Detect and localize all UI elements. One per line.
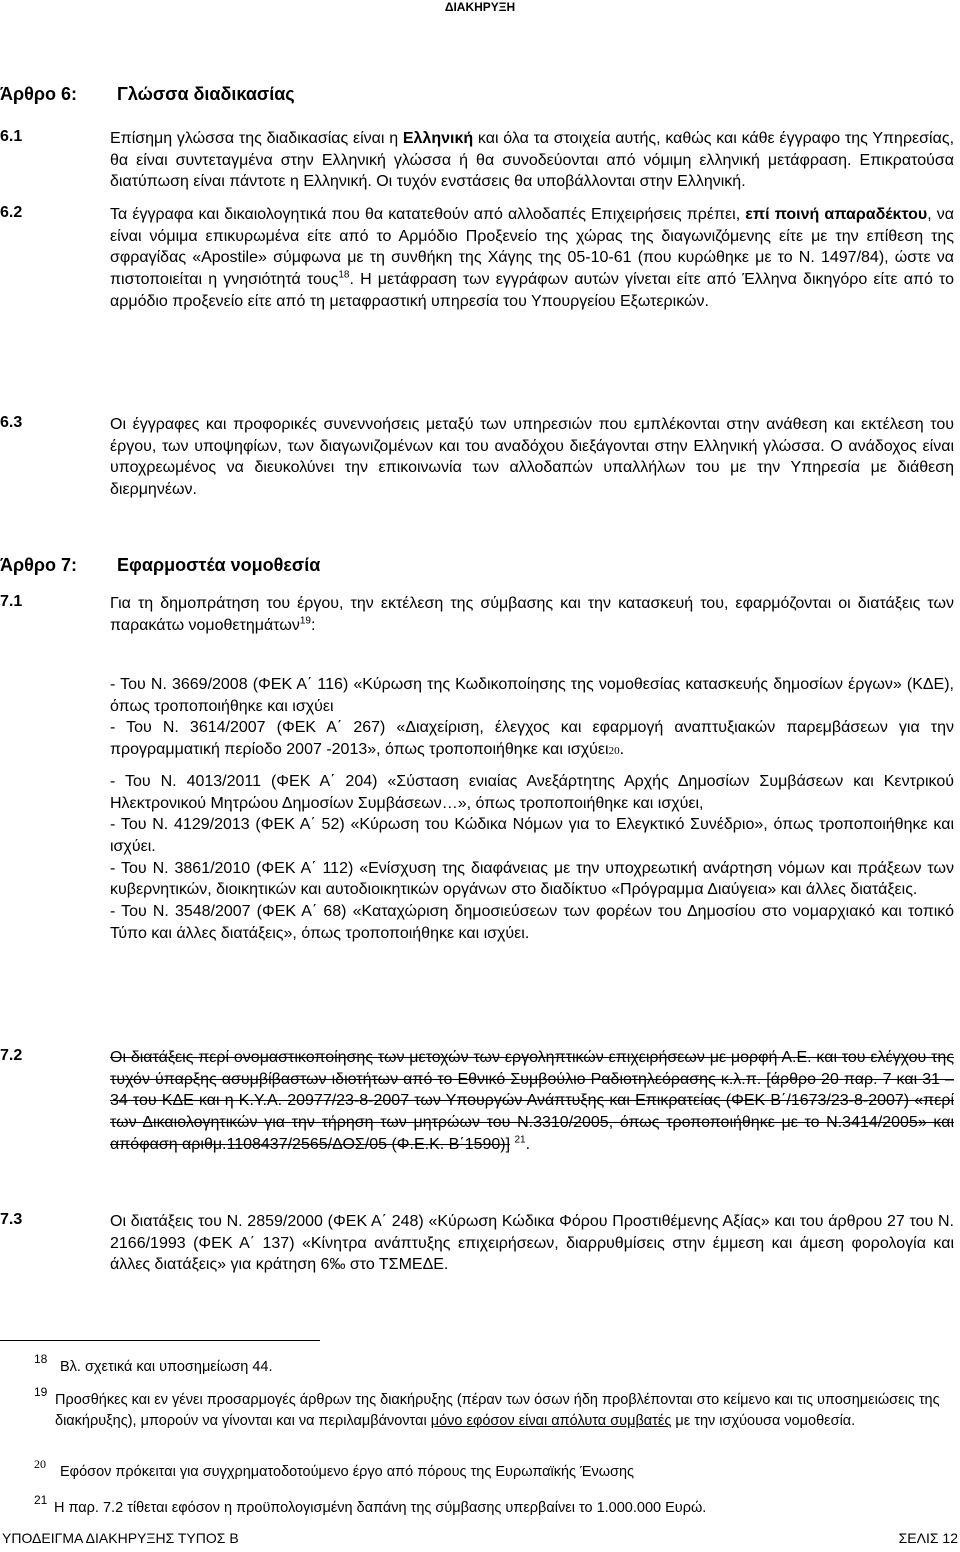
law-item: - Του Ν. 4129/2013 (ΦΕΚ Α΄ 52) «Κύρωση του Κώδικα Νόμων για το Ελεγκτικό Συνέδριο», όπως τροποποιήθηκε και ισχύει.: [110, 816, 954, 855]
footer-left: ΥΠΟΔΕΙΓΜΑ ΔΙΑΚΗΡΥΞΗΣ ΤΥΠΟΣ Β: [2, 1530, 239, 1546]
law-item: - Του Ν. 3614/2007 (ΦΕΚ Α΄ 267) «Διαχείριση, έλεγχος και εφαρμογή αναπτυξιακών παρεμβάσεων για την προγραμματική περίοδο 2007 -2013», όπως τροποποιήθηκε και ισχύει20.: [110, 719, 954, 759]
law-item: - Του Ν. 3861/2010 (ΦΕΚ Α΄ 112) «Ενίσχυση της διαφάνειας με την υποχρεωτική ανάρτηση νόμων και πράξεων των κυβερνητικών, διοικητικών και αυτοδιοικητικών οργάνων στο διαδίκτυο «Πρόγραμμα Διαύγεια» και άλλες διατάξεις.: [110, 859, 954, 899]
section-7-2-number: 7.2: [0, 1047, 23, 1064]
section-6-1-number: 6.1: [0, 128, 23, 145]
section-6-2-text: Τα έγγραφα και δικαιολογητικά που θα κατατεθούν από αλλοδαπές Επιχειρήσεις πρέπει, επί ποινή απαραδέκτου, να είναι νόμιμα επικυρωμένα είτε από το Αρμόδιο Προξενείο της χώρας της διαγωνιζόμενης είτε με την επίθεση της σφραγίδας «Apostile» σύμφωνα με τη συνθήκη της Χάγης της 05-10-61 (που κυρώθηκε με το Ν. 1497/84), ώστε να πιστοποιείται η γνησιότητά τους$^{18}$. Η μετάφραση των εγγράφων αυτών γίνεται είτε από Έλληνα δικηγόρο είτε από το αρμόδιο προξενείο είτε από τη μεταφραστική υπηρεσία του Υπουργείου Εξωτερικών.: [110, 206, 954, 310]
article-7-label: Άρθρο 7:: [0, 555, 78, 575]
section-6-3-text: Οι έγγραφες και προφορικές συνεννοήσεις μεταξύ των υπηρεσιών που εμπλέκονται στην ανάθεση και εκτέλεση του έργου, των υποψηφίων, των διαγωνιζομένων και του αναδόχου διεξάγονται στην Ελληνική γλώσσα. Ο ανάδοχος είναι υποχρεωμένος να διευκολύνει την επικοινωνία των αλλοδαπών υπαλλήλων του με την Υπηρεσία με διάθεση διερμηνέων.: [110, 416, 954, 499]
law-item: - Του Ν. 4013/2011 (ΦΕΚ Α΄ 204) «Σύσταση ενιαίας Ανεξάρτητης Αρχής Δημοσίων Συμβάσεων και Κεντρικού Ηλεκτρονικού Μητρώου Δημοσίων Συμβάσεων…», όπως τροποποιήθηκε και ισχύει,: [110, 772, 954, 812]
footnote-20-text: Εφόσον πρόκειται για συγχρηματοδοτούμενο έργο από πόρους της Ευρωπαϊκής Ένωσης: [60, 1464, 635, 1480]
section-7-3-text: Οι διατάξεις του Ν. 2859/2000 (ΦΕΚ Α΄ 248) «Κύρωση Κώδικα Φόρου Προστιθέμενης Αξίας» και του άρθρου 27 του Ν. 2166/1993 (ΦΕΚ Α΄ 137) «Κίνητρα ανάπτυξης επιχειρήσεων, διαρρυθμίσεις στην έμμεση και άμεση φορολογία και άλλες διατάξεις» για κράτηση 6‰ στο ΤΣΜΕΔΕ.: [110, 1213, 954, 1274]
article-6-label: Άρθρο 6:: [0, 84, 78, 104]
article-7-title: Εφαρμοστέα νομοθεσία: [117, 555, 321, 575]
law-list: [110, 674, 954, 944]
law-item: - Του Ν. 3548/2007 (ΦΕΚ Α΄ 68) «Καταχώριση δημοσιεύσεων των φορέων του Δημοσίου στο νομαρχιακό και τοπικό Τύπο και άλλες διατάξεις», όπως τροποποιήθηκε και ισχύει.: [110, 903, 954, 942]
footnote-18-number: 18: [34, 1352, 48, 1366]
footnote-19-text: Προσθήκες και εν γένει προσαρμογές άρθρων της διακήρυξης (πέραν των όσων ήδη προβλέπονται στο κείμενο και τις υποσημειώσεις της διακήρυξης), μπορούν να γίνονται και να περιλαμβάνονται μόνο εφόσον είναι απόλυτα συμβατές με την ισχύουσα νομοθεσία.: [55, 1392, 940, 1429]
law-item: - Του Ν. 3669/2008 (ΦΕΚ Α΄ 116) «Κύρωση της Κωδικοποίησης της νομοθεσίας κατασκευής δημοσίων έργων» (ΚΔΕ), όπως τροποποιήθηκε και ισχύει: [110, 676, 954, 715]
section-7-1-number: 7.1: [0, 593, 23, 610]
footnote-separator: [0, 1340, 320, 1341]
section-7-3-number: 7.3: [0, 1211, 23, 1228]
section-6-2-number: 6.2: [0, 204, 23, 221]
footnote-21-number: 21: [34, 1493, 48, 1507]
section-7-1-text: Για τη δημοπράτηση του έργου, την εκτέλεση της σύμβασης και την κατασκευή του, εφαρμόζονται οι διατάξεις των παρακάτω νομοθετημάτων$^{19}$:: [110, 595, 954, 634]
footnote-21-text: Η παρ. 7.2 τίθεται εφόσον η προϋπολογισμένη δαπάνη της σύμβασης υπερβαίνει το 1.000.000 Ευρώ.: [54, 1500, 707, 1516]
section-6-1-text: Επίσημη γλώσσα της διαδικασίας είναι η Ελληνική και όλα τα στοιχεία αυτής, καθώς και κάθε έγγραφο της Υπηρεσίας, θα είναι συντεταγμένα στην Ελληνική γλώσσα ή θα συνοδεύονται από νόμιμη ελληνική μετάφραση. Επικρατούσα διατύπωση είναι πάντοτε η Ελληνική. Οι τυχόν ενστάσεις θα υποβάλλονται στην Ελληνική.: [110, 130, 955, 191]
article-6-title: Γλώσσα διαδικασίας: [117, 84, 295, 104]
section-6-3-number: 6.3: [0, 414, 23, 431]
section-7-2-text: Οι διατάξεις περί ονομαστικοποίησης των μετοχών των εργοληπτικών επιχειρήσεων με μορφή Α.Ε. και του ελέγχου της τυχόν ύπαρξης ασυμβίβαστων ιδιοτήτων από το Εθνικό Συμβούλιο Ραδιοτηλεόρασης κ.λ.π. [άρθρο 20 παρ. 7 και 31 – 34 του ΚΔΕ και η Κ.Υ.Α. 20977/23-8-2007 των Υπουργών Ανάπτυξης και Επικρατείας (ΦΕΚ Β΄/1673/23-8-2007) «περί των Δικαιολογητικών για την τήρηση των μητρώων του Ν.3310/2005, όπως τροποποιήθηκε με το Ν.3414/2005» και απόφαση αριθμ.1108437/2565/ΔΟΣ/05 (Φ.Ε.Κ. Β΄1590)] $^{21}$.: [110, 1049, 954, 1153]
footnote-19-number: 19: [34, 1385, 48, 1399]
page-header: ΔΙΑΚΗΡΥΞΗ: [444, 0, 516, 14]
footnote-20-number: 20: [34, 1457, 46, 1471]
footnote-18-text: Βλ. σχετικά και υποσημείωση 44.: [60, 1359, 273, 1375]
footer-page-number: ΣΕΛΙΣ 12: [898, 1530, 958, 1546]
